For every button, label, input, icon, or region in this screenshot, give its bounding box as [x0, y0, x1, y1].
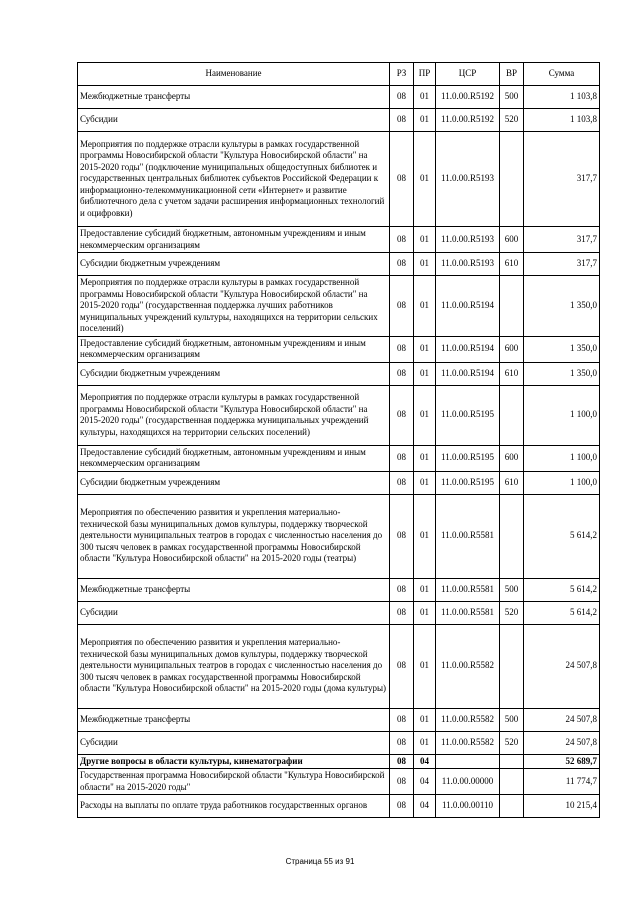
cell-rz: 08	[390, 578, 414, 601]
cell-pr: 01	[414, 471, 436, 494]
cell-rz: 08	[390, 253, 414, 276]
cell-rz: 08	[390, 276, 414, 337]
cell-csr: 11.0.00.00000	[436, 769, 500, 795]
cell-rz: 08	[390, 624, 414, 708]
cell-sum: 1 100,0	[524, 471, 600, 494]
cell-sum: 24 507,8	[524, 708, 600, 731]
cell-name: Государственная программа Новосибирской области "Культура Новосибирской области" на 2015-2020 годы"	[78, 769, 390, 795]
cell-csr: 11.0.00.R5194	[436, 336, 500, 362]
cell-vr: 610	[500, 253, 524, 276]
cell-pr: 01	[414, 445, 436, 471]
cell-csr: 11.0.00.R5193	[436, 132, 500, 227]
cell-rz: 08	[390, 362, 414, 385]
cell-name: Мероприятия по обеспечению развития и укрепления материально-технической базы муниципальных домов культуры, поддержку творческой деятельности муниципальных театров в городах с численностью населения до 300 тысяч человек в рамках государственной программы Новосибирской области "Культура Новосибирской области" на 2015-2020 годы (дома культуры)	[78, 624, 390, 708]
table-row	[78, 731, 600, 754]
cell-rz: 08	[390, 769, 414, 795]
table-header-row	[78, 63, 600, 86]
cell-rz: 08	[390, 336, 414, 362]
cell-pr: 01	[414, 362, 436, 385]
cell-vr	[500, 769, 524, 795]
cell-pr: 01	[414, 109, 436, 132]
cell-pr: 04	[414, 795, 436, 818]
cell-csr: 11.0.00.R5582	[436, 624, 500, 708]
cell-sum: 1 100,0	[524, 385, 600, 445]
header-name: Наименование	[78, 63, 390, 86]
cell-rz: 08	[390, 494, 414, 578]
cell-csr: 11.0.00.R5582	[436, 731, 500, 754]
cell-rz: 08	[390, 471, 414, 494]
cell-csr: 11.0.00.R5581	[436, 601, 500, 624]
cell-name: Мероприятия по поддержке отрасли культуры в рамках государственной программы Новосибирской области "Культура Новосибирской области" на 2015-2020 годы" (государственная поддержка лучших работников муниципальных учреждений культуры, находящихся на территории сельских поселений)	[78, 276, 390, 337]
cell-sum: 5 614,2	[524, 601, 600, 624]
cell-pr: 01	[414, 385, 436, 445]
cell-csr: 11.0.00.R5195	[436, 385, 500, 445]
cell-name: Субсидии	[78, 731, 390, 754]
cell-sum: 10 215,4	[524, 795, 600, 818]
cell-csr: 11.0.00.R5193	[436, 227, 500, 253]
table-row	[78, 445, 600, 471]
cell-rz: 08	[390, 86, 414, 109]
cell-name: Другие вопросы в области культуры, кинематографии	[78, 754, 390, 769]
cell-csr: 11.0.00.R5192	[436, 86, 500, 109]
cell-vr	[500, 494, 524, 578]
cell-vr: 520	[500, 109, 524, 132]
cell-sum: 52 689,7	[524, 754, 600, 769]
table-row	[78, 385, 600, 445]
cell-name: Мероприятия по обеспечению развития и укрепления материально-технической базы муниципальных домов культуры, поддержку творческой деятельности муниципальных театров в городах с численностью населения до 300 тысяч человек в рамках государственной программы Новосибирской области "Культура Новосибирской области" на 2015-2020 годы (театры)	[78, 494, 390, 578]
cell-name: Мероприятия по поддержке отрасли культуры в рамках государственной программы Новосибирской области "Культура Новосибирской области" на 2015-2020 годы" (государственная поддержка муниципальных учреждений культуры, находящихся на территории сельских поселений)	[78, 385, 390, 445]
cell-sum: 317,7	[524, 253, 600, 276]
cell-pr: 01	[414, 336, 436, 362]
cell-csr: 11.0.00.R5582	[436, 708, 500, 731]
cell-pr: 01	[414, 731, 436, 754]
cell-name: Мероприятия по поддержке отрасли культуры в рамках государственной программы Новосибирской области "Культура Новосибирской области" на 2015-2020 годы" (подключение муниципальных общедоступных библиотек и государственных центральных библиотек субъектов Российской Федерации к информационно-телекоммуникационной сети «Интернет» и развитие библиотечного дела с учетом задачи расширения информационных технологий и оцифровки)	[78, 132, 390, 227]
cell-pr: 01	[414, 86, 436, 109]
cell-name: Предоставление субсидий бюджетным, автономным учреждениям и иным некоммерческим организациям	[78, 336, 390, 362]
cell-sum: 1 350,0	[524, 362, 600, 385]
cell-csr: 11.0.00.R5195	[436, 471, 500, 494]
cell-rz: 08	[390, 132, 414, 227]
cell-vr: 520	[500, 731, 524, 754]
cell-sum: 1 350,0	[524, 276, 600, 337]
cell-name: Субсидии	[78, 601, 390, 624]
cell-name: Межбюджетные трансферты	[78, 708, 390, 731]
cell-vr	[500, 132, 524, 227]
table-row	[78, 601, 600, 624]
cell-sum: 24 507,8	[524, 731, 600, 754]
cell-rz: 08	[390, 708, 414, 731]
cell-vr	[500, 385, 524, 445]
cell-pr: 01	[414, 253, 436, 276]
cell-vr: 600	[500, 227, 524, 253]
cell-csr: 11.0.00.R5194	[436, 276, 500, 337]
cell-vr: 610	[500, 362, 524, 385]
cell-pr: 04	[414, 769, 436, 795]
page-number: Страница 55 из 91	[285, 857, 355, 866]
cell-name: Субсидии бюджетным учреждениям	[78, 471, 390, 494]
cell-csr: 11.0.00.R5192	[436, 109, 500, 132]
cell-rz: 08	[390, 601, 414, 624]
cell-vr: 600	[500, 336, 524, 362]
cell-csr: 11.0.00.R5193	[436, 253, 500, 276]
cell-csr: 11.0.00.R5581	[436, 494, 500, 578]
table-row	[78, 86, 600, 109]
cell-vr	[500, 624, 524, 708]
cell-sum: 317,7	[524, 132, 600, 227]
cell-name: Субсидии	[78, 109, 390, 132]
cell-sum: 317,7	[524, 227, 600, 253]
cell-pr: 01	[414, 276, 436, 337]
cell-sum: 1 350,0	[524, 336, 600, 362]
cell-sum: 24 507,8	[524, 624, 600, 708]
header-sum: Сумма	[524, 63, 600, 86]
table-row	[78, 362, 600, 385]
header-pr: ПР	[414, 63, 436, 86]
table-row	[78, 471, 600, 494]
cell-sum: 1 103,8	[524, 109, 600, 132]
table-row	[78, 494, 600, 578]
table-body	[78, 86, 600, 818]
table-row	[78, 624, 600, 708]
table-row	[78, 795, 600, 818]
cell-rz: 08	[390, 109, 414, 132]
table-row	[78, 708, 600, 731]
cell-rz: 08	[390, 445, 414, 471]
cell-rz: 08	[390, 795, 414, 818]
cell-sum: 1 100,0	[524, 445, 600, 471]
cell-rz: 08	[390, 754, 414, 769]
cell-csr: 11.0.00.R5581	[436, 578, 500, 601]
table-row	[78, 578, 600, 601]
table-row	[78, 276, 600, 337]
cell-name: Межбюджетные трансферты	[78, 86, 390, 109]
cell-name: Предоставление субсидий бюджетным, автономным учреждениям и иным некоммерческим организациям	[78, 227, 390, 253]
cell-rz: 08	[390, 385, 414, 445]
cell-sum: 5 614,2	[524, 578, 600, 601]
cell-rz: 08	[390, 227, 414, 253]
cell-csr: 11.0.00.R5195	[436, 445, 500, 471]
table-row	[78, 769, 600, 795]
cell-pr: 01	[414, 601, 436, 624]
header-rz: РЗ	[390, 63, 414, 86]
cell-sum: 1 103,8	[524, 86, 600, 109]
cell-pr: 01	[414, 494, 436, 578]
cell-pr: 01	[414, 227, 436, 253]
table-row	[78, 336, 600, 362]
cell-pr: 04	[414, 754, 436, 769]
cell-vr: 600	[500, 445, 524, 471]
cell-csr	[436, 754, 500, 769]
table-row	[78, 227, 600, 253]
cell-vr	[500, 795, 524, 818]
table-row	[78, 253, 600, 276]
table-row	[78, 132, 600, 227]
cell-vr	[500, 276, 524, 337]
cell-name: Предоставление субсидий бюджетным, автономным учреждениям и иным некоммерческим организациям	[78, 445, 390, 471]
cell-vr: 500	[500, 708, 524, 731]
cell-pr: 01	[414, 708, 436, 731]
cell-name: Расходы на выплаты по оплате труда работников государственных органов	[78, 795, 390, 818]
cell-vr: 500	[500, 86, 524, 109]
cell-vr	[500, 754, 524, 769]
cell-vr: 520	[500, 601, 524, 624]
cell-sum: 5 614,2	[524, 494, 600, 578]
cell-sum: 11 774,7	[524, 769, 600, 795]
cell-rz: 08	[390, 731, 414, 754]
header-vr: ВР	[500, 63, 524, 86]
cell-pr: 01	[414, 578, 436, 601]
cell-name: Межбюджетные трансферты	[78, 578, 390, 601]
cell-csr: 11.0.00.00110	[436, 795, 500, 818]
cell-csr: 11.0.00.R5194	[436, 362, 500, 385]
table-row	[78, 109, 600, 132]
cell-pr: 01	[414, 624, 436, 708]
cell-name: Субсидии бюджетным учреждениям	[78, 362, 390, 385]
table-row	[78, 754, 600, 769]
cell-vr: 500	[500, 578, 524, 601]
cell-name: Субсидии бюджетным учреждениям	[78, 253, 390, 276]
cell-pr: 01	[414, 132, 436, 227]
header-csr: ЦСР	[436, 63, 500, 86]
budget-table	[77, 62, 600, 818]
cell-vr: 610	[500, 471, 524, 494]
